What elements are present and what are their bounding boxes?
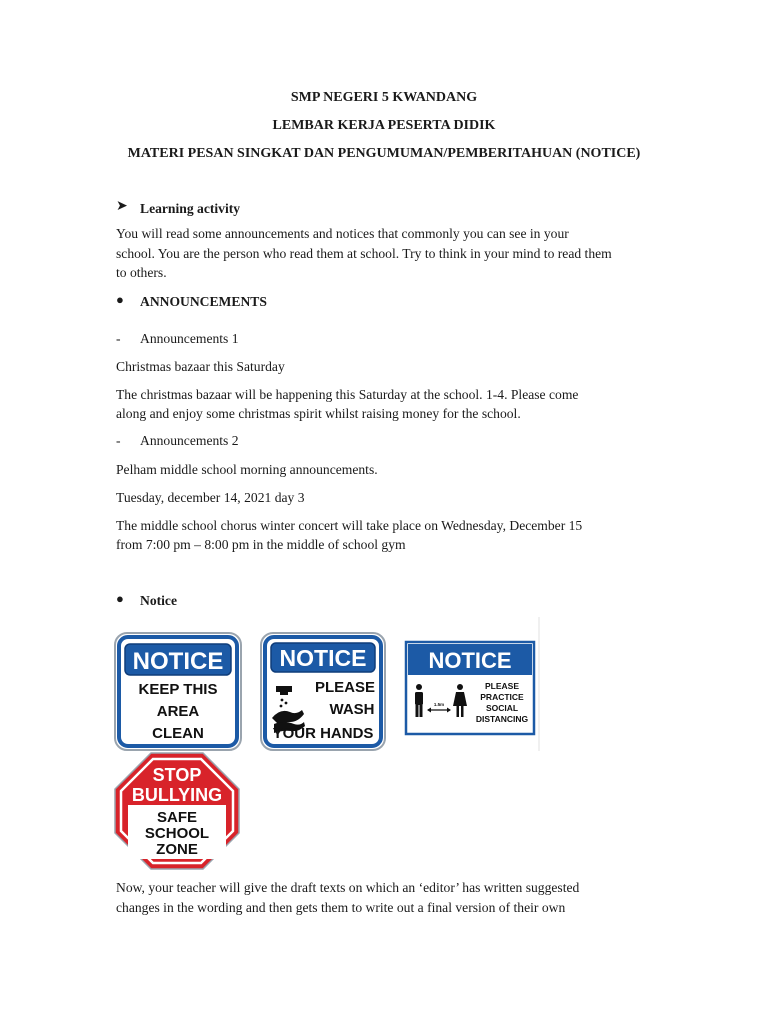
sign1-line-3: CLEAN (152, 725, 204, 742)
dash-bullet-icon: - (116, 331, 121, 346)
notice-sign-keep-clean (114, 632, 242, 751)
announcement-2-line-1: The middle school chorus winter concert will take place on Wednesday, December 15 (116, 518, 583, 533)
sheet-title: LEMBAR KERJA PESERTA DIDIK (272, 118, 496, 133)
sign2-line-2: WASH (329, 701, 375, 718)
learning-heading: Learning activity (140, 201, 241, 216)
sign3-line-3: SOCIAL (485, 703, 519, 713)
announcement-2-title: Pelham middle school morning announcements. (116, 462, 378, 477)
announcement-2-label: Announcements 2 (140, 433, 239, 448)
dash-bullet-icon: - (116, 433, 121, 448)
dot-bullet-icon: ● (116, 292, 124, 307)
announcement-1-line-1: The christmas bazaar will be happening this Saturday at the school. 1-4. Please come (116, 387, 579, 402)
sign4-line-2: BULLYING (131, 785, 223, 805)
announcement-1-title: Christmas bazaar this Saturday (116, 359, 285, 374)
announcements-heading: ANNOUNCEMENTS (140, 294, 267, 309)
announcement-1-line-2: along and enjoy some christmas spirit whilst raising money for the school. (116, 406, 521, 421)
sign3-line-2: PRACTICE (480, 692, 524, 702)
closing-line-1: Now, your teacher will give the draft texts on which an ‘editor’ has written suggested (116, 880, 580, 895)
announcement-2-line-2: from 7:00 pm – 8:00 pm in the middle of school gym (116, 537, 406, 552)
school-title: SMP NEGERI 5 KWANDANG (290, 90, 478, 105)
sign3-header: NOTICE (428, 648, 512, 673)
sign2-line-1: PLEASE (314, 679, 376, 696)
learning-line-3: to others. (116, 265, 167, 280)
sign2-header: NOTICE (279, 645, 367, 671)
learning-line-1: You will read some announcements and notices that commonly you can see in your (116, 226, 569, 241)
announcement-2-date: Tuesday, december 14, 2021 day 3 (116, 490, 305, 505)
topic-title: MATERI PESAN SINGKAT DAN PENGUMUMAN/PEMBERITAHUAN (NOTICE) (127, 146, 641, 161)
sign4-line-3: SAFE (156, 809, 198, 826)
dot-bullet-icon: ● (116, 591, 124, 606)
notice-sign-wash-hands (260, 632, 386, 751)
learning-line-2: school. You are the person who read them at school. Try to think in your mind to read them (116, 246, 612, 261)
sign1-header: NOTICE (132, 648, 224, 675)
notice-sign-social-distancing (399, 617, 541, 751)
sign4-line-5: ZONE (156, 841, 198, 858)
sign3-distance: 1.5m (433, 702, 445, 707)
notice-heading: Notice (140, 593, 177, 608)
sign4-line-4: SCHOOL (144, 825, 210, 842)
closing-line-2: changes in the wording and then gets them to write out a final version of their own (116, 900, 566, 915)
stop-bullying-sign (114, 752, 240, 870)
arrow-bullet-icon: ➤ (116, 199, 128, 214)
sign1-line-2: AREA (156, 703, 200, 720)
sign4-line-1: STOP (152, 765, 202, 785)
sign3-line-4: DISTANCING (475, 714, 529, 724)
sign2-line-3: YOUR HANDS (272, 725, 374, 742)
announcement-1-label: Announcements 1 (140, 331, 239, 346)
sign1-line-1: KEEP THIS (138, 681, 218, 698)
sign3-line-1: PLEASE (484, 681, 520, 691)
